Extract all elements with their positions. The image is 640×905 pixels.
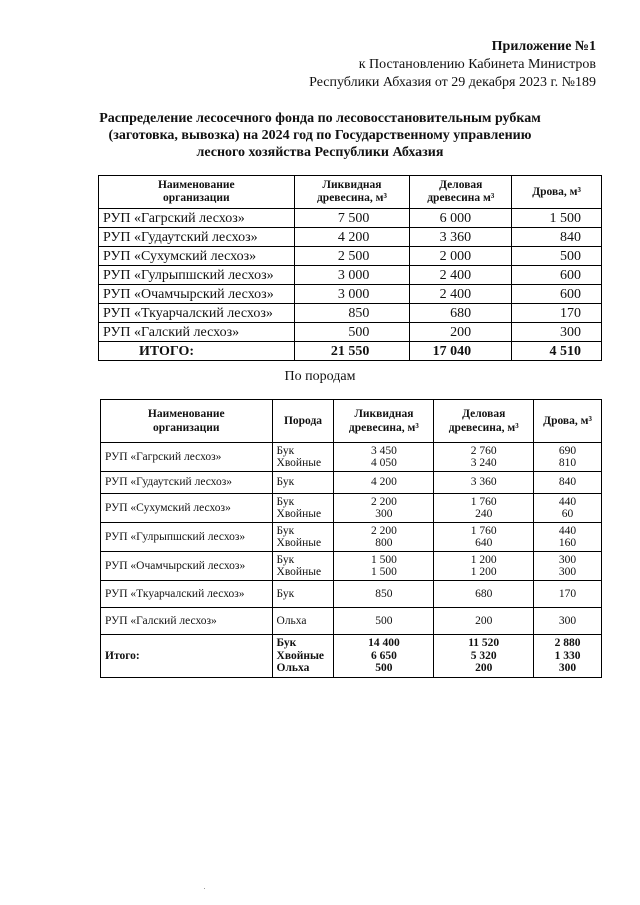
species-cell: Бук Хвойные [272, 494, 334, 523]
business-cell: 680 [434, 581, 534, 608]
firewood-cell: 840 [512, 228, 602, 247]
total-liquid: 14 400 6 650 500 [334, 635, 434, 678]
firewood-cell: 600 [512, 266, 602, 285]
header-organization [101, 400, 273, 443]
table-row [99, 285, 602, 304]
header-business-timber [434, 400, 534, 443]
table-row [101, 472, 602, 494]
business-cell: 6 000 [410, 209, 512, 228]
header-org-line1: Наименование [157, 179, 235, 191]
header-organization [99, 176, 295, 209]
total-business: 17 040 [410, 342, 512, 361]
title-line-1: Распределение лесосечного фонда по лесовосстановительным рубкам [99, 111, 541, 126]
header-business-line2: древесина, м³ [448, 422, 519, 434]
business-cell: 200 [410, 323, 512, 342]
appendix-number: Приложение №1 [491, 39, 596, 54]
organization-cell: РУП «Ткуарчалский лесхоз» [99, 304, 295, 323]
species-cell: Бук [272, 472, 334, 494]
firewood-cell: 440 60 [534, 494, 602, 523]
document-title [80, 110, 560, 161]
header-org-line1: Наименование [147, 408, 225, 420]
business-cell: 680 [410, 304, 512, 323]
table-row [99, 304, 602, 323]
liquid-cell: 2 200 300 [334, 494, 434, 523]
organization-cell: РУП «Гулрыпшский лесхоз» [99, 266, 295, 285]
liquid-cell: 2 200 800 [334, 523, 434, 552]
business-cell: 1 760 640 [434, 523, 534, 552]
business-cell: 2 400 [410, 285, 512, 304]
business-cell: 1 200 1 200 [434, 552, 534, 581]
total-row [99, 342, 602, 361]
liquid-cell: 4 200 [334, 472, 434, 494]
organization-cell: РУП «Галский лесхоз» [101, 608, 273, 635]
liquid-cell: 1 500 1 500 [334, 552, 434, 581]
firewood-cell: 500 [512, 247, 602, 266]
header-business-timber [410, 176, 512, 209]
species-cell: Бук Хвойные [272, 552, 334, 581]
liquid-cell: 850 [334, 581, 434, 608]
species-table [100, 399, 602, 678]
header-liquid-line2: древесина, м³ [348, 422, 419, 434]
business-cell: 2 760 3 240 [434, 443, 534, 472]
table-row [101, 523, 602, 552]
species-header-row [101, 400, 602, 443]
table-row [101, 494, 602, 523]
header-business-line2: древесина м³ [427, 192, 495, 204]
organization-cell: РУП «Гагрский лесхоз» [99, 209, 295, 228]
organization-cell: РУП «Сухумский лесхоз» [101, 494, 273, 523]
summary-table [98, 175, 602, 361]
organization-cell: РУП «Сухумский лесхоз» [99, 247, 295, 266]
business-cell: 200 [434, 608, 534, 635]
organization-cell: РУП «Ткуарчалский лесхоз» [101, 581, 273, 608]
appendix-reference: к Постановлению Кабинета Министров [358, 57, 596, 72]
firewood-cell: 600 [512, 285, 602, 304]
firewood-cell: 170 [512, 304, 602, 323]
table-row [99, 247, 602, 266]
firewood-cell: 300 300 [534, 552, 602, 581]
scan-speck [204, 888, 205, 889]
organization-cell: РУП «Галский лесхоз» [99, 323, 295, 342]
species-cell: Ольха [272, 608, 334, 635]
firewood-cell: 300 [512, 323, 602, 342]
total-label: Итого: [101, 635, 273, 678]
liquid-cell: 500 [294, 323, 410, 342]
organization-cell: РУП «Очамчырский лесхоз» [101, 552, 273, 581]
header-liquid-timber [294, 176, 410, 209]
header-liquid-timber [334, 400, 434, 443]
species-subheading: По породам [284, 369, 356, 384]
appendix-block [309, 38, 596, 92]
table-row [101, 443, 602, 472]
total-firewood: 2 880 1 330 300 [534, 635, 602, 678]
table-row [99, 209, 602, 228]
header-org-line2: организации [152, 422, 220, 434]
total-row [101, 635, 602, 678]
organization-cell: РУП «Гудаутский лесхоз» [99, 228, 295, 247]
business-cell: 2 400 [410, 266, 512, 285]
header-species: Порода [272, 400, 334, 443]
table-row [99, 228, 602, 247]
organization-cell: РУП «Очамчырский лесхоз» [99, 285, 295, 304]
liquid-cell: 500 [334, 608, 434, 635]
business-cell: 1 760 240 [434, 494, 534, 523]
header-liquid-line1: Ликвидная [322, 179, 382, 191]
header-business-line1: Деловая [462, 408, 506, 420]
firewood-cell: 300 [534, 608, 602, 635]
business-cell: 3 360 [434, 472, 534, 494]
header-org-line2: организации [162, 192, 230, 204]
table-row [101, 581, 602, 608]
liquid-cell: 4 200 [294, 228, 410, 247]
liquid-cell: 3 000 [294, 285, 410, 304]
title-line-2: (заготовка, вывозка) на 2024 год по Государственному управлению [108, 128, 532, 143]
firewood-cell: 440 160 [534, 523, 602, 552]
summary-header-row [99, 176, 602, 209]
liquid-cell: 2 500 [294, 247, 410, 266]
title-line-3: лесного хозяйства Республики Абхазия [196, 145, 444, 160]
organization-cell: РУП «Гудаутский лесхоз» [101, 472, 273, 494]
liquid-cell: 850 [294, 304, 410, 323]
firewood-cell: 840 [534, 472, 602, 494]
business-cell: 3 360 [410, 228, 512, 247]
firewood-cell: 1 500 [512, 209, 602, 228]
species-cell: Бук Хвойные [272, 523, 334, 552]
header-firewood: Дрова, м³ [512, 176, 602, 209]
total-business: 11 520 5 320 200 [434, 635, 534, 678]
table-row [99, 266, 602, 285]
firewood-cell: 690 810 [534, 443, 602, 472]
liquid-cell: 3 450 4 050 [334, 443, 434, 472]
header-firewood: Дрова, м³ [534, 400, 602, 443]
total-label: ИТОГО: [99, 342, 295, 361]
organization-cell: РУП «Гулрыпшский лесхоз» [101, 523, 273, 552]
table-row [101, 608, 602, 635]
liquid-cell: 3 000 [294, 266, 410, 285]
species-cell: Бук Хвойные [272, 443, 334, 472]
total-firewood: 4 510 [512, 342, 602, 361]
firewood-cell: 170 [534, 581, 602, 608]
species-cell: Бук [272, 581, 334, 608]
table-row [101, 552, 602, 581]
total-species: Бук Хвойные Ольха [272, 635, 334, 678]
liquid-cell: 7 500 [294, 209, 410, 228]
business-cell: 2 000 [410, 247, 512, 266]
total-liquid: 21 550 [294, 342, 410, 361]
header-liquid-line1: Ликвидная [354, 408, 414, 420]
table-row [99, 323, 602, 342]
appendix-date: Республики Абхазия от 29 декабря 2023 г. №189 [309, 75, 596, 90]
organization-cell: РУП «Гагрский лесхоз» [101, 443, 273, 472]
header-liquid-line2: древесина, м³ [316, 192, 387, 204]
header-business-line1: Деловая [439, 179, 483, 191]
